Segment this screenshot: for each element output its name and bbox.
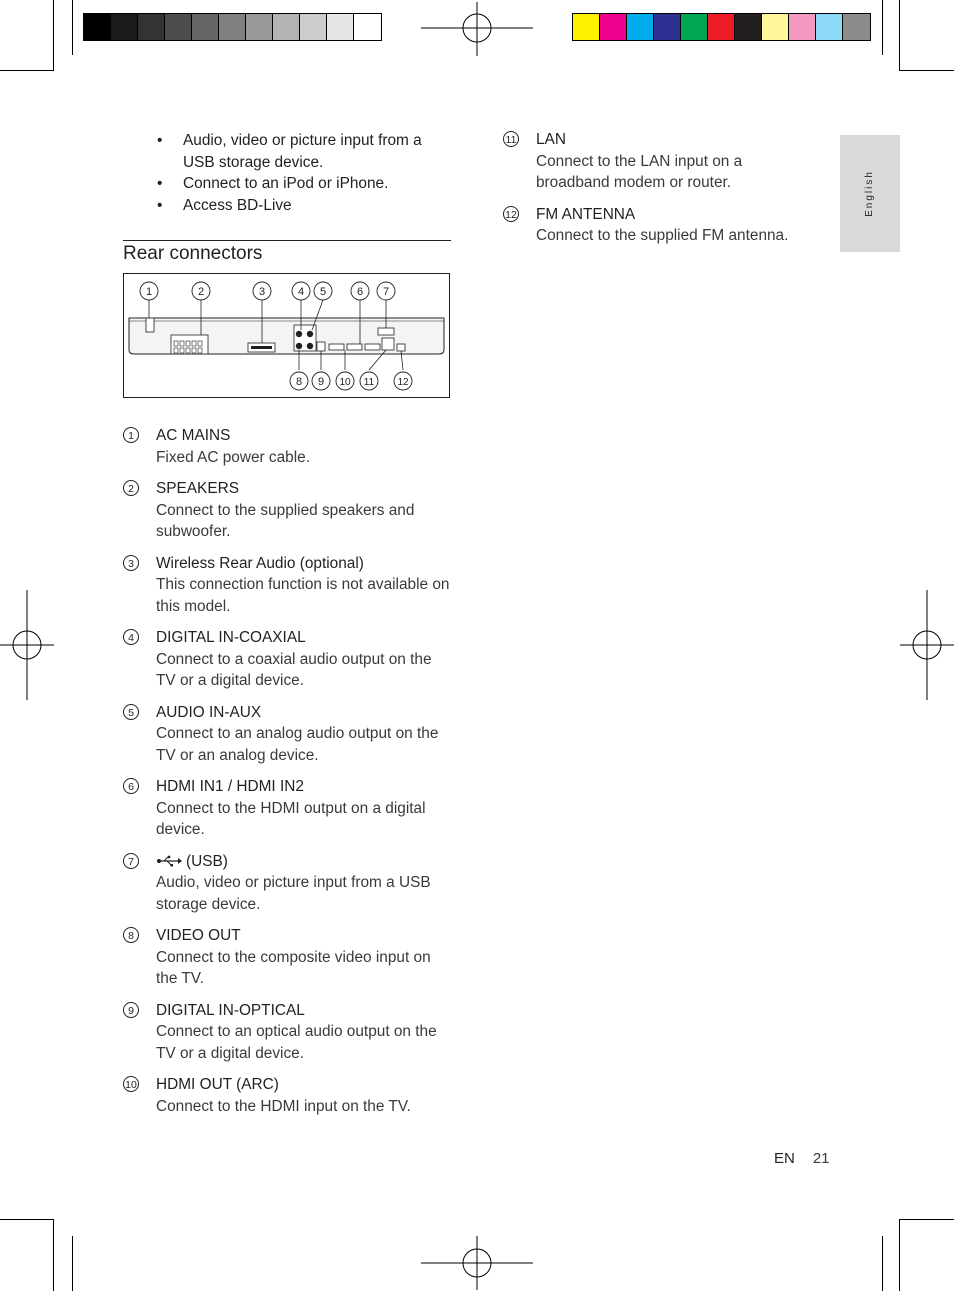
gray-swatch: [354, 14, 381, 40]
item-title-text: (USB): [186, 852, 228, 870]
language-tab-label: English: [864, 170, 875, 217]
item-number: 4: [123, 629, 139, 645]
bullet-item: • Access BD-Live: [157, 195, 457, 217]
color-swatch: [708, 14, 735, 40]
callout-6: 6: [356, 286, 364, 298]
item-number: 12: [503, 206, 519, 222]
section-title: Rear connectors: [123, 243, 263, 264]
item-title: LAN: [536, 131, 566, 148]
process-color-bar: [572, 13, 871, 41]
item-number: 6: [123, 778, 139, 794]
item-description: Connect to the composite video input on the TV.: [156, 948, 431, 987]
color-swatch: [816, 14, 843, 40]
connector-item: [123, 776, 453, 841]
color-swatch: [735, 14, 762, 40]
item-description: Connect to the HDMI input on the TV.: [156, 1097, 411, 1115]
item-number: 8: [123, 927, 139, 943]
callout-9: 9: [317, 376, 325, 388]
registration-mark-right: [900, 590, 954, 700]
item-description: Connect to an analog audio output on the TV or an analog device.: [156, 725, 439, 764]
item-description: Connect to the supplied speakers and subwoofer.: [156, 501, 415, 540]
item-title: VIDEO OUT: [156, 927, 241, 944]
connector-item: [123, 425, 453, 468]
color-swatch: [600, 14, 627, 40]
callout-4: 4: [297, 286, 305, 298]
connector-item: [503, 204, 803, 247]
gray-swatch: [192, 14, 219, 40]
item-title: FM ANTENNA: [536, 205, 636, 223]
gray-swatch: [165, 14, 192, 40]
item-description: Audio, video or picture input from a USB storage device.: [156, 874, 431, 913]
item-title: DIGITAL IN-COAXIAL: [156, 629, 306, 646]
language-tab: [840, 135, 900, 252]
bullet-item: • Audio, video or picture input from a USB storage device.: [157, 130, 457, 173]
rear-panel-illustration: [124, 274, 449, 397]
color-swatch: [789, 14, 816, 40]
item-description: Fixed AC power cable.: [156, 448, 310, 466]
grayscale-color-bar: [83, 13, 382, 41]
gray-swatch: [246, 14, 273, 40]
item-number: 5: [123, 704, 139, 720]
registration-mark-top: [421, 2, 533, 56]
item-title: Wireless Rear Audio (optional): [156, 554, 364, 572]
connector-item: [123, 851, 453, 916]
item-title: [156, 851, 453, 873]
page-footer: [774, 1150, 830, 1167]
callout-7: 7: [382, 286, 390, 298]
item-title: AC MAINS: [156, 427, 231, 444]
item-title: SPEAKERS: [156, 480, 239, 497]
connector-item: [123, 627, 453, 692]
section-rule: [123, 240, 451, 241]
feature-bullet-list: [157, 130, 457, 216]
gray-swatch: [219, 14, 246, 40]
gray-swatch: [327, 14, 354, 40]
item-description: Connect to the HDMI output on a digital device.: [156, 799, 426, 838]
registration-mark-left: [0, 590, 54, 700]
bullet-item: • Connect to an iPod or iPhone.: [157, 173, 457, 195]
gray-swatch: [300, 14, 327, 40]
item-title: AUDIO IN-AUX: [156, 703, 262, 721]
item-description: Connect to the LAN input on a broadband modem or router.: [536, 152, 743, 191]
connector-item: [123, 1000, 453, 1065]
gray-swatch: [111, 14, 138, 40]
footer-language: EN: [774, 1150, 795, 1167]
item-number: 3: [123, 555, 139, 571]
connector-item: [123, 702, 453, 767]
usb-icon: [156, 855, 182, 867]
connector-list-left: [123, 425, 453, 1127]
item-description: Connect to an optical audio output on the TV or a digital device.: [156, 1023, 437, 1062]
connector-item: [123, 925, 453, 990]
connector-item: [503, 129, 803, 194]
page-number: 21: [812, 1150, 830, 1167]
item-description: Connect to a coaxial audio output on the TV or a digital device.: [156, 650, 432, 689]
callout-11: 11: [363, 377, 375, 388]
registration-mark-bottom: [421, 1236, 533, 1290]
callout-10: 10: [339, 377, 351, 388]
connector-list-right: [503, 129, 803, 257]
callout-3: 3: [258, 286, 266, 298]
gray-swatch: [273, 14, 300, 40]
color-swatch: [654, 14, 681, 40]
gray-swatch: [138, 14, 165, 40]
callout-1: 1: [145, 286, 153, 298]
color-swatch: [573, 14, 600, 40]
callout-8: 8: [295, 376, 303, 388]
color-swatch: [762, 14, 789, 40]
gray-swatch: [84, 14, 111, 40]
item-number: 9: [123, 1002, 139, 1018]
item-title: DIGITAL IN-OPTICAL: [156, 1001, 305, 1019]
callout-12: 12: [397, 377, 409, 388]
item-number: 1: [123, 427, 139, 443]
connector-item: [123, 478, 453, 543]
callout-5: 5: [319, 286, 327, 298]
connector-item: [123, 1074, 453, 1117]
item-description: Connect to the supplied FM antenna.: [536, 227, 789, 244]
item-number: 2: [123, 480, 139, 496]
item-number: 10: [123, 1076, 139, 1092]
item-number: 7: [123, 853, 139, 869]
item-title: HDMI IN1 / HDMI IN2: [156, 778, 304, 795]
rear-panel-diagram: [123, 273, 450, 398]
color-swatch: [627, 14, 654, 40]
item-description: This connection function is not available on this model.: [156, 576, 450, 615]
color-swatch: [681, 14, 708, 40]
color-swatch: [843, 14, 870, 40]
item-title: HDMI OUT (ARC): [156, 1076, 279, 1093]
connector-item: [123, 553, 453, 618]
callout-2: 2: [197, 286, 205, 298]
item-number: 11: [503, 131, 519, 147]
